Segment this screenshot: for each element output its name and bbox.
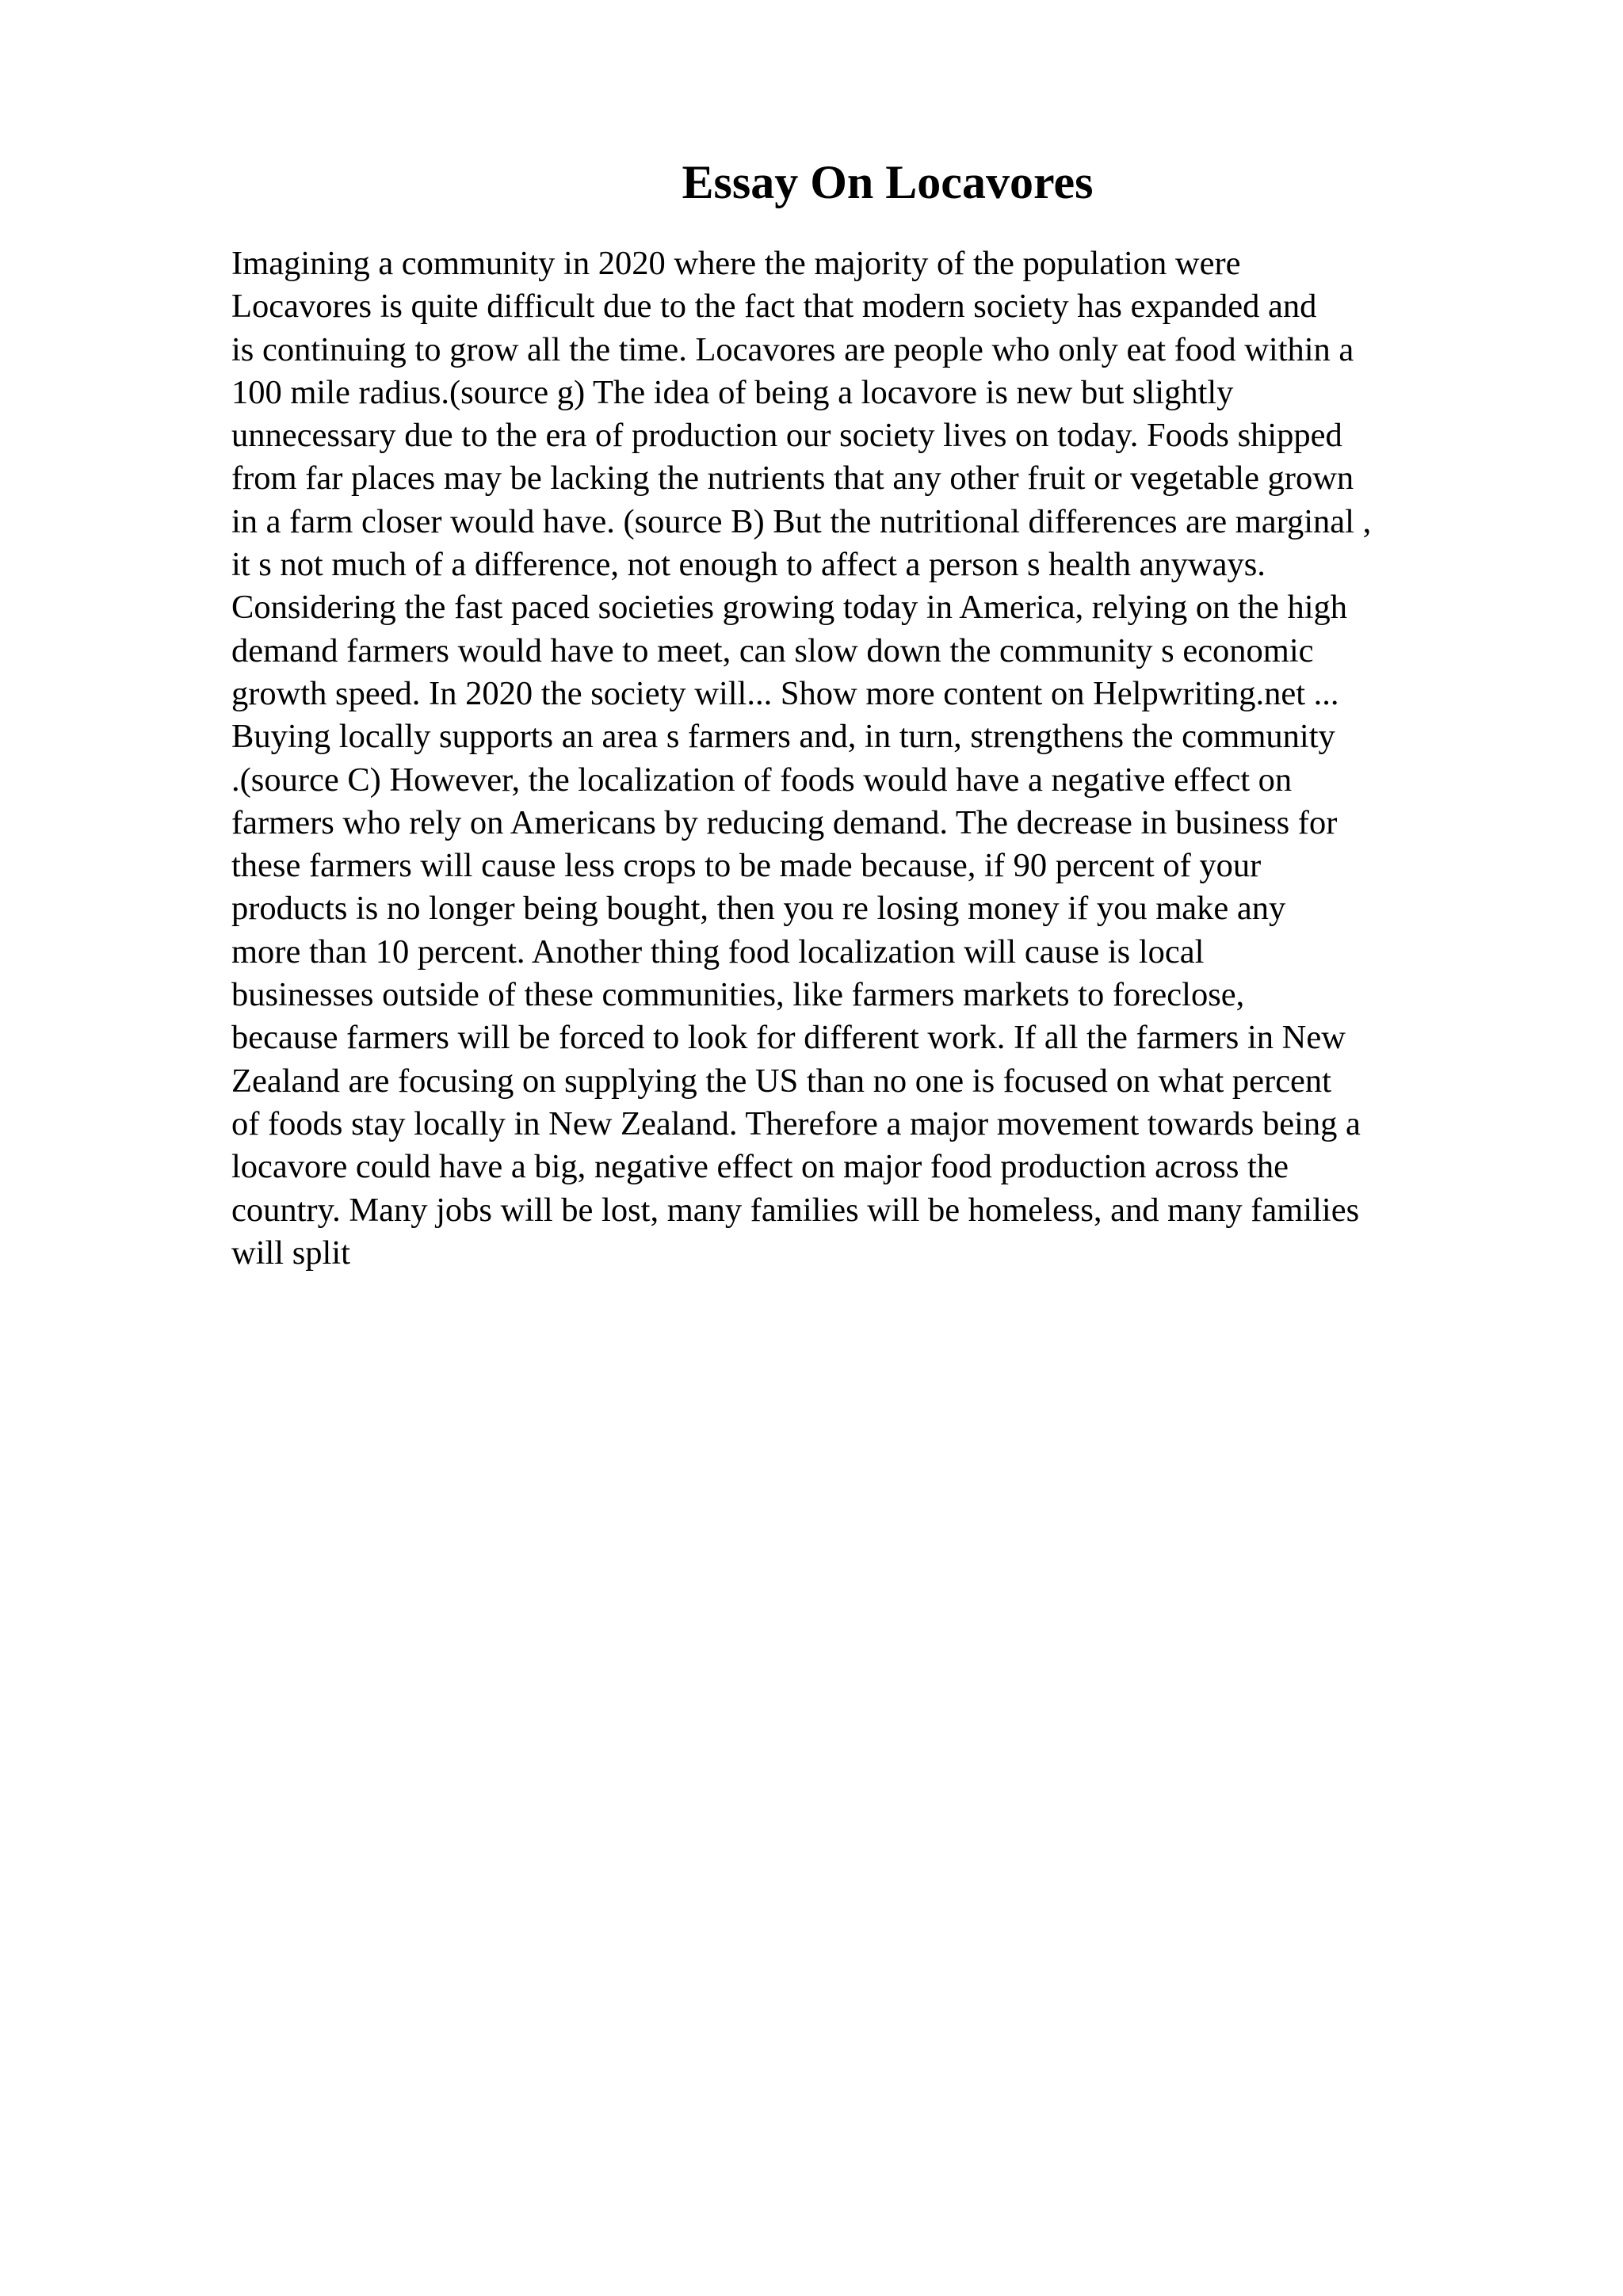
- essay-line: .(source C) However, the localization of foods would have a negative effect on: [231, 761, 1293, 799]
- essay-body: [231, 242, 1515, 1275]
- essay-line: Locavores is quite difficult due to the fact that modern society has expanded and: [231, 288, 1317, 326]
- essay-line: Considering the fast paced societies growing today in America, relying on the high: [231, 589, 1348, 627]
- essay-line: demand farmers would have to meet, can slow down the community s economic: [231, 631, 1314, 669]
- essay-line: products is no longer being bought, then you re losing money if you make any: [231, 890, 1286, 928]
- essay-line: because farmers will be forced to look for different work. If all the farmers in New: [231, 1019, 1346, 1057]
- essay-line: locavore could have a big, negative effect on major food production across the: [231, 1148, 1289, 1186]
- essay-line: of foods stay locally in New Zealand. Therefore a major movement towards being a: [231, 1104, 1361, 1142]
- essay-line: Imagining a community in 2020 where the majority of the population were: [231, 245, 1241, 282]
- essay-line: businesses outside of these communities, like farmers markets to foreclose,: [231, 976, 1245, 1014]
- essay-line: is continuing to grow all the time. Locavores are people who only eat food within a: [231, 330, 1354, 368]
- essay-line: unnecessary due to the era of production our society lives on today. Foods shipped: [231, 417, 1342, 455]
- essay-line: 100 mile radius.(source g) The idea of being a locavore is new but slightly: [231, 373, 1234, 411]
- essay-line: Zealand are focusing on supplying the US than no one is focused on what percent: [231, 1062, 1331, 1100]
- essay-line: more than 10 percent. Another thing food localization will cause is local: [231, 933, 1205, 971]
- essay-line: in a farm closer would have. (source B) But the nutritional differences are marginal ,: [231, 502, 1372, 540]
- essay-line: farmers who rely on Americans by reducing demand. The decrease in business for: [231, 803, 1338, 841]
- essay-line: it s not much of a difference, not enough to affect a person s health anyways.: [231, 546, 1266, 584]
- essay-line: Buying locally supports an area s farmers and, in turn, strengthens the community: [231, 718, 1335, 756]
- document-title: Essay On Locavores: [682, 156, 1094, 208]
- essay-line: growth speed. In 2020 the society will... Show more content on Helpwriting.net ...: [231, 674, 1339, 712]
- essay-line: will split: [231, 1234, 350, 1272]
- essay-line: from far places may be lacking the nutrients that any other fruit or vegetable grown: [231, 460, 1354, 498]
- essay-line: country. Many jobs will be lost, many families will be homeless, and many families: [231, 1191, 1360, 1229]
- essay-line: these farmers will cause less crops to be made because, if 90 percent of your: [231, 847, 1262, 885]
